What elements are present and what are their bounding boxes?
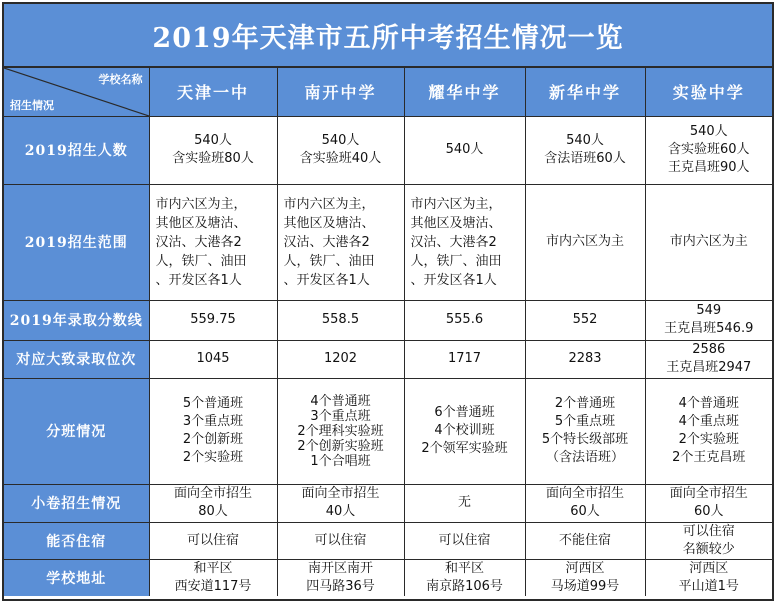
table-cell <box>277 116 404 184</box>
column-header-school: 天津一中 <box>149 68 277 116</box>
table-cell <box>149 378 277 484</box>
cell-text-line: 1717 <box>447 351 482 366</box>
cell-text-line: 汉沽、大港各2 <box>410 234 497 250</box>
cell-text-line: 其他区及塘沽、 <box>155 215 247 231</box>
row-enrollment-scope <box>4 184 772 300</box>
cell-text-line: 540人 <box>321 133 360 148</box>
cell-text-line: 2个实验班 <box>182 450 244 465</box>
admissions-table <box>4 68 772 596</box>
table-cell <box>149 300 277 340</box>
cell-text-line: 王克昌班546.9 <box>664 321 754 336</box>
table-cell <box>149 340 277 378</box>
row-header-label: 2019年录取分数线 <box>4 300 149 340</box>
cell-text-line: 可以住宿 <box>682 523 735 539</box>
table-cell <box>404 116 525 184</box>
table-cell <box>149 184 277 300</box>
cell-text-line: 无 <box>457 495 471 510</box>
cell-text-line: 人，铁厂、油田 <box>283 253 375 269</box>
table-cell <box>525 522 645 559</box>
cell-text-line: 其他区及塘沽、 <box>283 215 375 231</box>
cell-text-line: 市内六区为主 <box>545 234 624 249</box>
table-cell <box>525 300 645 340</box>
table-cell <box>645 340 772 378</box>
table-cell <box>525 184 645 300</box>
corner-label-admission-info: 招生情况 <box>10 98 54 112</box>
table-cell <box>149 559 277 596</box>
cell-text-line: 可以住宿 <box>438 532 491 548</box>
cell-text-line: 市内六区为主， <box>283 196 375 212</box>
cell-text-line: 、开发区各1人 <box>410 272 497 288</box>
cell-text-line: 4个普通班 <box>310 393 371 409</box>
table-cell <box>645 184 772 300</box>
cell-text-line: 汉沽、大港各2 <box>283 234 370 250</box>
cell-text-line: 4个重点班 <box>678 414 739 429</box>
table-cell <box>404 559 525 596</box>
row-enrollment-count <box>4 116 772 184</box>
cell-text-line: 不能住宿 <box>558 532 611 548</box>
cell-text-line: 含实验班80人 <box>172 151 254 166</box>
row-header-label: 对应大致录取位次 <box>4 340 149 378</box>
table-cell <box>645 559 772 596</box>
row-header-label: 分班情况 <box>4 378 149 484</box>
cell-text-line: 1202 <box>323 351 358 366</box>
cell-text-line: 南京路106号 <box>426 578 503 594</box>
cell-text-line: 面向全市招生 <box>173 486 252 501</box>
admissions-table-sheet <box>2 2 774 601</box>
column-header-school: 耀华中学 <box>404 68 525 116</box>
table-cell <box>277 559 404 596</box>
table-cell <box>404 522 525 559</box>
table-cell <box>277 378 404 484</box>
table-cell <box>404 484 525 522</box>
cell-text-line: 市内六区为主， <box>410 196 502 212</box>
cell-text-line: 、开发区各1人 <box>155 272 242 288</box>
cell-text-line: 558.5 <box>321 312 360 327</box>
corner-label-school-name: 学校名称 <box>98 73 143 86</box>
table-cell <box>277 300 404 340</box>
cell-text-line: 2个普通班 <box>554 396 616 411</box>
table-cell <box>277 184 404 300</box>
cell-text-line: 60人 <box>693 504 724 519</box>
table-cell <box>404 378 525 484</box>
cell-text-line: 面向全市招生 <box>545 486 624 501</box>
column-header-school: 实验中学 <box>645 68 772 116</box>
cell-text-line: 含实验班40人 <box>299 151 382 166</box>
cell-text-line: 西安道117号 <box>174 578 252 594</box>
cell-text-line: 名额较少 <box>682 541 735 557</box>
table-cell <box>645 300 772 340</box>
row-boarding <box>4 522 772 559</box>
cell-text-line: 河西区 <box>565 560 605 576</box>
table-cell <box>404 184 525 300</box>
cell-text-line: 市内六区为主， <box>155 196 247 212</box>
cell-text-line: 南开区南开 <box>307 560 373 576</box>
cell-text-line: 549 <box>696 303 722 318</box>
cell-text-line: 和平区 <box>444 560 484 576</box>
cell-text-line: 540人 <box>566 133 604 148</box>
cell-text-line: 540人 <box>194 133 232 148</box>
row-rank <box>4 340 772 378</box>
cell-text-line: 2个领军实验班 <box>421 441 508 456</box>
cell-text-line: 3个重点班 <box>310 408 371 424</box>
cell-text-line: 4个普通班 <box>678 396 739 411</box>
cell-text-line: 马场道99号 <box>550 578 620 594</box>
cell-text-line: 其他区及塘沽、 <box>410 215 502 231</box>
cell-text-line: 汉沽、大港各2 <box>155 234 242 250</box>
table-cell <box>525 116 645 184</box>
cell-text-line: 3个重点班 <box>182 414 244 429</box>
cell-text-line: 王克昌班2947 <box>666 360 752 375</box>
column-header-school: 南开中学 <box>277 68 404 116</box>
cell-text-line: 2个实验班 <box>678 432 739 447</box>
table-cell <box>404 340 525 378</box>
table-cell <box>525 484 645 522</box>
cell-text-line: 可以住宿 <box>314 532 367 548</box>
cell-text-line: 4个校训班 <box>434 423 495 438</box>
table-cell <box>277 340 404 378</box>
row-header-label: 学校地址 <box>4 559 149 596</box>
cell-text-line: 含法语班60人 <box>544 151 626 166</box>
cell-text-line: 2个创新实验班 <box>297 438 384 454</box>
row-header-label: 能否住宿 <box>4 522 149 559</box>
cell-text-line: 、开发区各1人 <box>283 272 370 288</box>
page-title: 2019年天津市五所中考招生情况一览 <box>4 4 772 68</box>
cell-text-line: 2283 <box>568 351 602 366</box>
cell-text-line: 人，铁厂、油田 <box>155 253 247 269</box>
cell-text-line: 5个特长级部班 <box>541 432 629 447</box>
table-cell <box>149 116 277 184</box>
table-cell <box>525 340 645 378</box>
cell-text-line: 2个王克昌班 <box>672 450 746 465</box>
cell-text-line: 40人 <box>325 504 356 519</box>
header-row <box>4 68 772 116</box>
row-cutoff-score <box>4 300 772 340</box>
cell-text-line: （含法语班） <box>545 450 624 465</box>
table-cell <box>645 484 772 522</box>
cell-text-line: 面向全市招生 <box>301 486 380 501</box>
cell-text-line: 5个普通班 <box>182 396 244 411</box>
cell-text-line: 市内六区为主 <box>669 234 748 249</box>
cell-text-line: 四马路36号 <box>306 578 375 594</box>
cell-text-line: 2586 <box>692 342 726 357</box>
cell-text-line: 面向全市招生 <box>669 486 748 501</box>
table-cell <box>645 378 772 484</box>
cell-text-line: 555.6 <box>445 312 484 327</box>
cell-text-line: 人，铁厂、油田 <box>410 253 502 269</box>
cell-text-line: 559.75 <box>190 312 236 327</box>
cell-text-line: 1个合唱班 <box>310 453 371 469</box>
table-cell <box>149 484 277 522</box>
table-cell <box>277 522 404 559</box>
row-small-exam <box>4 484 772 522</box>
cell-text-line: 60人 <box>570 504 600 519</box>
cell-text-line: 1045 <box>196 351 230 366</box>
cell-text-line: 540人 <box>445 142 484 157</box>
table-cell <box>149 522 277 559</box>
cell-text-line: 王克昌班90人 <box>667 160 750 175</box>
corner-header-cell <box>4 68 149 116</box>
table-cell <box>277 484 404 522</box>
cell-text-line: 可以住宿 <box>186 532 239 548</box>
row-address <box>4 559 772 596</box>
cell-text-line: 552 <box>572 312 598 327</box>
row-class-division <box>4 378 772 484</box>
cell-text-line: 和平区 <box>193 560 233 576</box>
table-cell <box>645 522 772 559</box>
cell-text-line: 2个理科实验班 <box>297 423 384 439</box>
table-cell <box>525 378 645 484</box>
table-cell <box>525 559 645 596</box>
cell-text-line: 平山道1号 <box>678 578 739 594</box>
row-header-label: 2019招生范围 <box>4 184 149 300</box>
cell-text-line: 含实验班60人 <box>667 142 750 157</box>
cell-text-line: 540人 <box>689 124 728 139</box>
column-header-school: 新华中学 <box>525 68 645 116</box>
row-header-label: 小卷招生情况 <box>4 484 149 522</box>
cell-text-line: 6个普通班 <box>434 405 495 420</box>
row-header-label: 2019招生人数 <box>4 116 149 184</box>
cell-text-line: 5个重点班 <box>554 414 616 429</box>
cell-text-line: 河西区 <box>689 560 729 576</box>
cell-text-line: 2个创新班 <box>182 432 244 447</box>
cell-text-line: 80人 <box>198 504 228 519</box>
table-cell <box>404 300 525 340</box>
table-cell <box>645 116 772 184</box>
